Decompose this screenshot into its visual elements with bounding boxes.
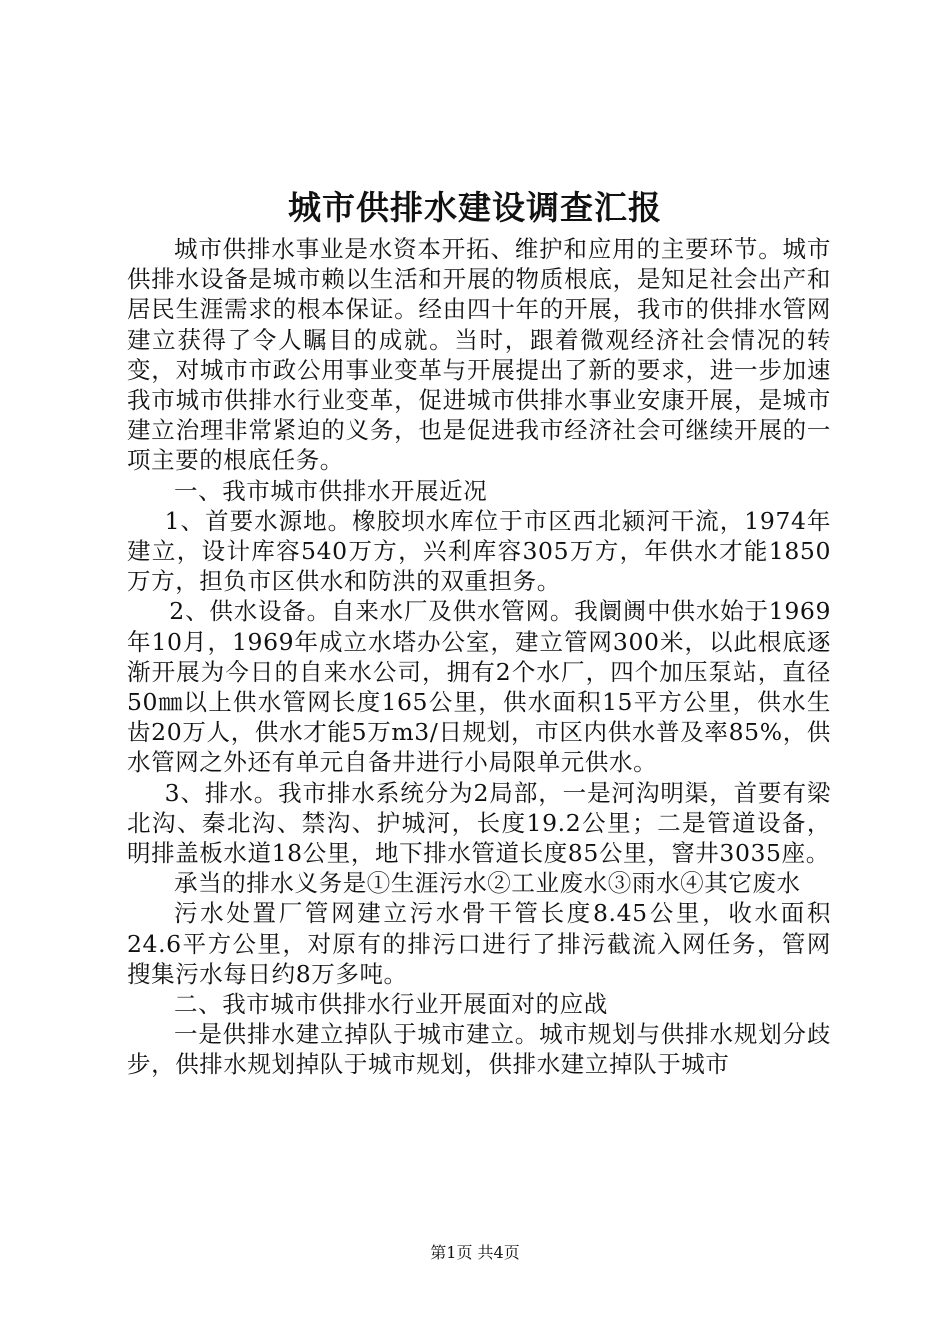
section-heading-challenges: 二、我市城市供排水行业开展面对的应战	[174, 990, 608, 1019]
paragraph-water-supply: 2、供水设备。自来水厂及供水管网。我阛阓中供水始于1969年10月，1969年成立水塔办公室，建立管网300米，以此根底逐渐开展为今日的自来水公司，拥有2个水厂，四个加压泵站，直径50㎜以上供水管网长度165公里，供水面积15平方公里，供水生齿20万人，供水才能5万m3/日规划，市区内供水普及率85%，供水管网之外还有单元自备井进行小局限单元供水。	[127, 597, 831, 777]
section-heading-status: 一、我市城市供排水开展近况	[174, 476, 488, 505]
paragraph-sewage-plant: 污水处置厂管网建立污水骨干管长度8.45公里，收水面积24.6平方公里，对原有的排污口进行了排污截流入网任务，管网搜集污水每日约8万多吨。	[127, 899, 831, 988]
paragraph-intro: 城市供排水事业是水资本开拓、维护和应用的主要环节。城市供排水设备是城市赖以生活和开展的物质根底，是知足社会出产和居民生涯需求的根本保证。经由四十年的开展，我市的供排水管网建立获得了令人瞩目的成就。当时，跟着微观经济社会情况的转变，对城市市政公用事业变革与开展提出了新的要求，进一步加速我市城市供排水行业变革，促进城市供排水事业安康开展，是城市建立治理非常紧迫的义务，也是促进我市经济社会可继续开展的一项主要的根底任务。	[127, 235, 831, 475]
paragraph-drainage-duties: 承当的排水义务是①生涯污水②工业废水③雨水④其它废水	[174, 869, 801, 898]
paragraph-water-source: 1、首要水源地。橡胶坝水库位于市区西北颍河干流，1974年建立，设计库容540万方，兴利库容305万方，年供水才能1850万方，担负市区供水和防洪的双重担务。	[127, 506, 831, 596]
document-body	[127, 234, 831, 1080]
document-title: 城市供排水建设调查汇报	[288, 188, 662, 227]
page-footer: 第1页 共4页	[430, 1243, 520, 1262]
paragraph-challenge-one: 一是供排水建立掉队于城市建立。城市规划与供排水规划分歧步，供排水规划掉队于城市规划，供排水建立掉队于城市	[127, 1020, 831, 1079]
paragraph-drainage: 3、排水。我市排水系统分为2局部，一是河沟明渠，首要有梁北沟、秦北沟、禁沟、护城河，长度19.2公里；二是管道设备，明排盖板水道18公里，地下排水管道长度85公里，窨井3035座。	[127, 778, 831, 868]
